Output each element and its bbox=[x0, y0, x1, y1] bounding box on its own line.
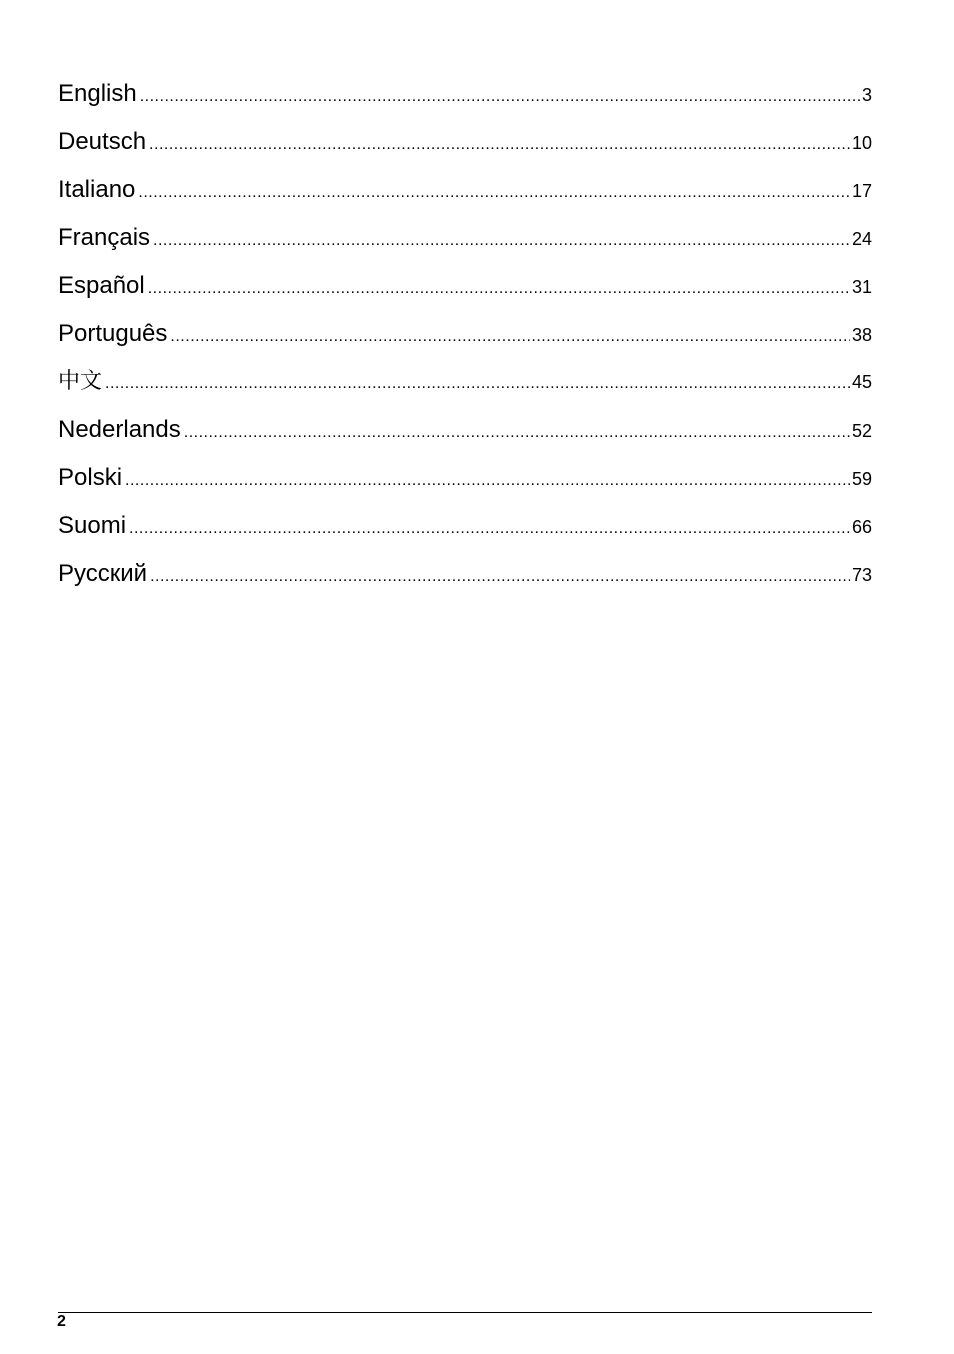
toc-entry-page: 45 bbox=[851, 372, 872, 392]
toc-dot-leader bbox=[105, 367, 850, 401]
toc-dot-leader bbox=[150, 560, 850, 594]
footer-divider bbox=[58, 1312, 872, 1313]
toc-entry-page: 10 bbox=[851, 133, 872, 153]
toc-entry-label: Nederlands bbox=[58, 416, 181, 443]
toc-entry-page: 24 bbox=[851, 229, 872, 249]
toc-entry-polski[interactable] bbox=[58, 461, 872, 509]
toc-entry-deutsch[interactable] bbox=[58, 125, 872, 173]
toc-entry-suomi[interactable] bbox=[58, 509, 872, 557]
toc-entry-label: Deutsch bbox=[58, 128, 147, 155]
toc-entry-page: 3 bbox=[861, 85, 872, 105]
toc-entry-page: 66 bbox=[851, 517, 872, 537]
toc-dot-leader bbox=[153, 224, 850, 258]
toc-entry-francais[interactable] bbox=[58, 221, 872, 269]
toc-entry-label: Русский bbox=[58, 560, 148, 587]
toc-entry-page: 31 bbox=[851, 277, 872, 297]
toc-dot-leader bbox=[184, 416, 850, 450]
toc-entry-label: 中文 bbox=[58, 369, 103, 394]
toc-entry-russian[interactable] bbox=[58, 557, 872, 605]
toc-entry-label: Suomi bbox=[58, 512, 127, 539]
toc-dot-leader bbox=[129, 512, 850, 546]
toc-entry-label: Português bbox=[58, 320, 168, 347]
toc-entry-page: 38 bbox=[851, 325, 872, 345]
toc-dot-leader bbox=[148, 272, 850, 306]
toc-entry-label: Italiano bbox=[58, 176, 136, 203]
toc-entry-chinese[interactable] bbox=[58, 365, 872, 413]
toc-entry-page: 17 bbox=[851, 181, 872, 201]
toc-dot-leader bbox=[140, 80, 860, 114]
page-number: 2 bbox=[57, 1313, 66, 1330]
toc-dot-leader bbox=[138, 176, 850, 210]
toc-entry-label: Español bbox=[58, 272, 145, 299]
toc-entry-label: English bbox=[58, 80, 137, 107]
toc-entry-nederlands[interactable] bbox=[58, 413, 872, 461]
toc-entry-label: Polski bbox=[58, 464, 123, 491]
table-of-contents bbox=[58, 77, 872, 605]
toc-entry-espanol[interactable] bbox=[58, 269, 872, 317]
toc-entry-page: 59 bbox=[851, 469, 872, 489]
toc-entry-page: 52 bbox=[851, 421, 872, 441]
toc-dot-leader bbox=[149, 128, 850, 162]
toc-entry-label: Français bbox=[58, 224, 151, 251]
toc-entry-portugues[interactable] bbox=[58, 317, 872, 365]
toc-dot-leader bbox=[125, 464, 850, 498]
toc-entry-english[interactable] bbox=[58, 77, 872, 125]
toc-entry-italiano[interactable] bbox=[58, 173, 872, 221]
toc-dot-leader bbox=[170, 320, 850, 354]
toc-entry-page: 73 bbox=[851, 565, 872, 585]
